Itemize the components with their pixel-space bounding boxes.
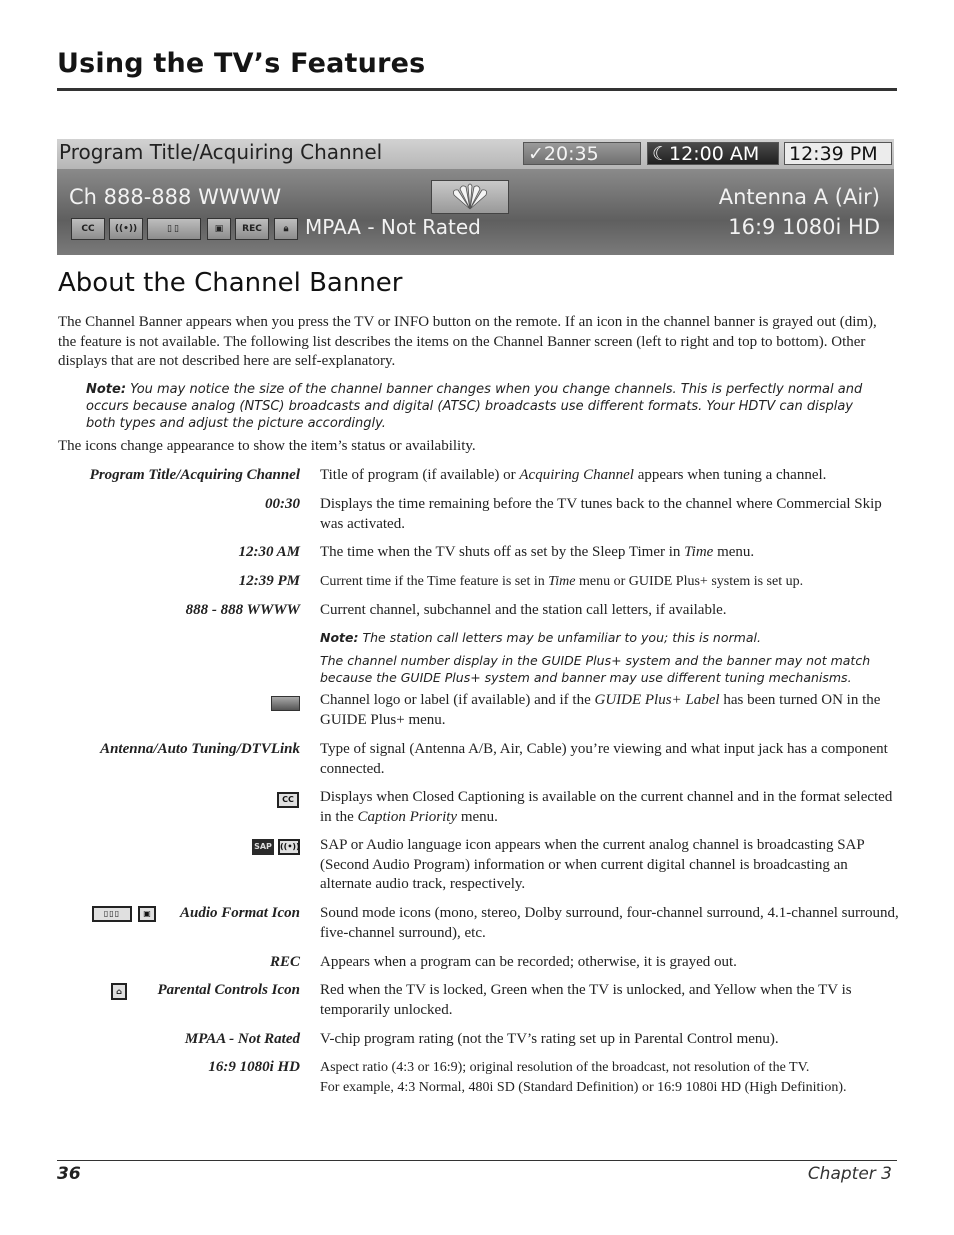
- moon-icon: ☾: [652, 143, 670, 165]
- banner-current-time: 12:39 PM: [784, 142, 892, 165]
- page-number: 36: [57, 1164, 81, 1184]
- item-label-audio-format: Audio Format Icon: [179, 905, 300, 921]
- note-label: Note:: [86, 382, 127, 397]
- banner-rating: MPAA - Not Rated: [305, 215, 481, 239]
- channel-note: [320, 629, 900, 646]
- note-banner-size: [86, 381, 886, 432]
- item-label-resolution: 16:9 1080i HD: [208, 1059, 300, 1075]
- banner-input: Antenna A (Air): [718, 185, 880, 209]
- rec-icon: REC: [235, 218, 269, 240]
- item-desc-audio-format: Sound mode icons (mono, stereo, Dolby surround, four-channel surround, 4.1-channel surround, five-channel surround), etc.: [320, 905, 899, 941]
- item-desc-mpaa: V-chip program rating (not the TV’s rating set up in Parental Control menu).: [320, 1031, 779, 1047]
- chapter-label: Chapter 3: [807, 1164, 892, 1184]
- channel-banner-screenshot: [57, 139, 894, 255]
- audio-language-icon: ((•)): [109, 218, 143, 240]
- banner-sleep-time-text: 12:00 AM: [669, 143, 760, 165]
- sap-icon: SAP: [252, 839, 274, 855]
- item-desc-channel: Current channel, subchannel and the station call letters, if available.: [320, 602, 727, 618]
- network-logo-icon: [431, 180, 509, 214]
- note-text: You may notice the size of the channel banner changes when you change channels. This is perfectly normal and occurs because analog (NTSC) broadcasts and digital (ATSC) broadcasts use different formats. Your HDTV can display both types and adjust the picture accordingly.: [86, 382, 863, 431]
- dolby-icon: ▯▯▯: [92, 906, 132, 922]
- closed-caption-icon: CC: [71, 218, 105, 240]
- channel-note-text: The station call letters may be unfamiliar to you; this is normal.: [358, 630, 761, 645]
- banner-time-remaining: [523, 142, 641, 165]
- item-label-mpaa: MPAA - Not Rated: [184, 1031, 300, 1047]
- item-desc-sap: SAP or Audio language icon appears when the current analog channel is broadcasting SAP (Second Audio Program) information or when current digital channel is broadcasting an alternate audio track, respectively.: [320, 837, 865, 892]
- item-label-program-title: Program Title/Acquiring Channel: [89, 467, 300, 483]
- item-desc-sleep-time: The time when the TV shuts off as set by the Sleep Timer in Time menu.: [320, 544, 755, 560]
- item-label-time-remaining: 00:30: [265, 496, 300, 512]
- padlock-icon: ⌂: [111, 983, 127, 1000]
- banner-resolution: 16:9 1080i HD: [728, 215, 880, 239]
- section-title: About the Channel Banner: [58, 268, 403, 298]
- banner-program-title: Program Title/Acquiring Channel: [59, 140, 383, 164]
- surround-icon: ▣: [138, 906, 156, 922]
- item-desc-channel-logo: Channel logo or label (if available) and if the GUIDE Plus+ Label has been turned ON in the GUIDE Plus+ menu.: [320, 692, 881, 728]
- channel-logo-icon: [271, 696, 300, 711]
- item-label-parental: Parental Controls Icon: [157, 982, 300, 998]
- item-label-antenna: Antenna/Auto Tuning/DTVLink: [100, 741, 300, 757]
- item-desc-time-remaining: Displays the time remaining before the TV tunes back to the channel where Commercial Skip was activated.: [320, 496, 882, 532]
- check-icon: ✓: [528, 143, 544, 165]
- item-desc-closed-caption: Displays when Closed Captioning is available on the current channel and in the format selected in the Caption Priority menu.: [320, 789, 893, 825]
- channel-note-label: Note:: [320, 630, 359, 645]
- item-desc-resolution: Aspect ratio (4:3 or 16:9); original resolution of the broadcast, not resolution of the TV. For example, 4:3 Normal, 480i SD (Standard Definition) or 16:9 1080i HD (High Definition).: [320, 1060, 847, 1095]
- item-desc-current-time: Current time if the Time feature is set in Time menu or GUIDE Plus+ system is set up.: [320, 574, 804, 589]
- icons-intro: The icons change appearance to show the item’s status or availability.: [58, 438, 476, 454]
- intro-paragraph: The Channel Banner appears when you press the TV or INFO button on the remote. If an icon in the channel banner is grayed out (dim), the feature is not available. The following list describes the items on the Channel Banner screen (left to right and top to bottom). Other displays that are not described here are self-explanatory.: [58, 314, 877, 369]
- item-label-current-time: 12:39 PM: [238, 573, 300, 589]
- banner-channel: Ch 888-888 WWWW: [69, 185, 282, 209]
- item-desc-program-title: Title of program (if available) or Acquiring Channel appears when tuning a channel.: [320, 467, 827, 483]
- cc-icon: CC: [277, 792, 299, 808]
- channel-note-2: The channel number display in the GUIDE Plus+ system and the banner may not match because the GUIDE Plus+ system and banner may use different tuning mechanisms.: [320, 653, 871, 685]
- banner-sleep-time: [647, 142, 779, 165]
- item-label-channel: 888 - 888 WWWW: [185, 602, 300, 618]
- header-divider: [57, 88, 897, 91]
- item-desc-parental: Red when the TV is locked, Green when the TV is unlocked, and Yellow when the TV is temporarily unlocked.: [320, 982, 852, 1018]
- item-label-sleep-time: 12:30 AM: [238, 544, 300, 560]
- audio-track-icon: ((•)): [278, 839, 300, 855]
- audio-format-icon: ▯▯: [147, 218, 201, 240]
- lock-icon: 🔒︎: [274, 218, 298, 240]
- banner-time-remaining-text: 20:35: [543, 143, 599, 165]
- item-desc-rec: Appears when a program can be recorded; otherwise, it is grayed out.: [320, 954, 737, 970]
- item-label-rec: REC: [269, 954, 300, 970]
- page-header-title: Using the TV’s Features: [57, 48, 426, 79]
- footer-divider: [57, 1160, 897, 1161]
- info-icon: ▣: [207, 218, 231, 240]
- item-desc-antenna: Type of signal (Antenna A/B, Air, Cable) you’re viewing and what input jack has a component connected.: [320, 741, 888, 777]
